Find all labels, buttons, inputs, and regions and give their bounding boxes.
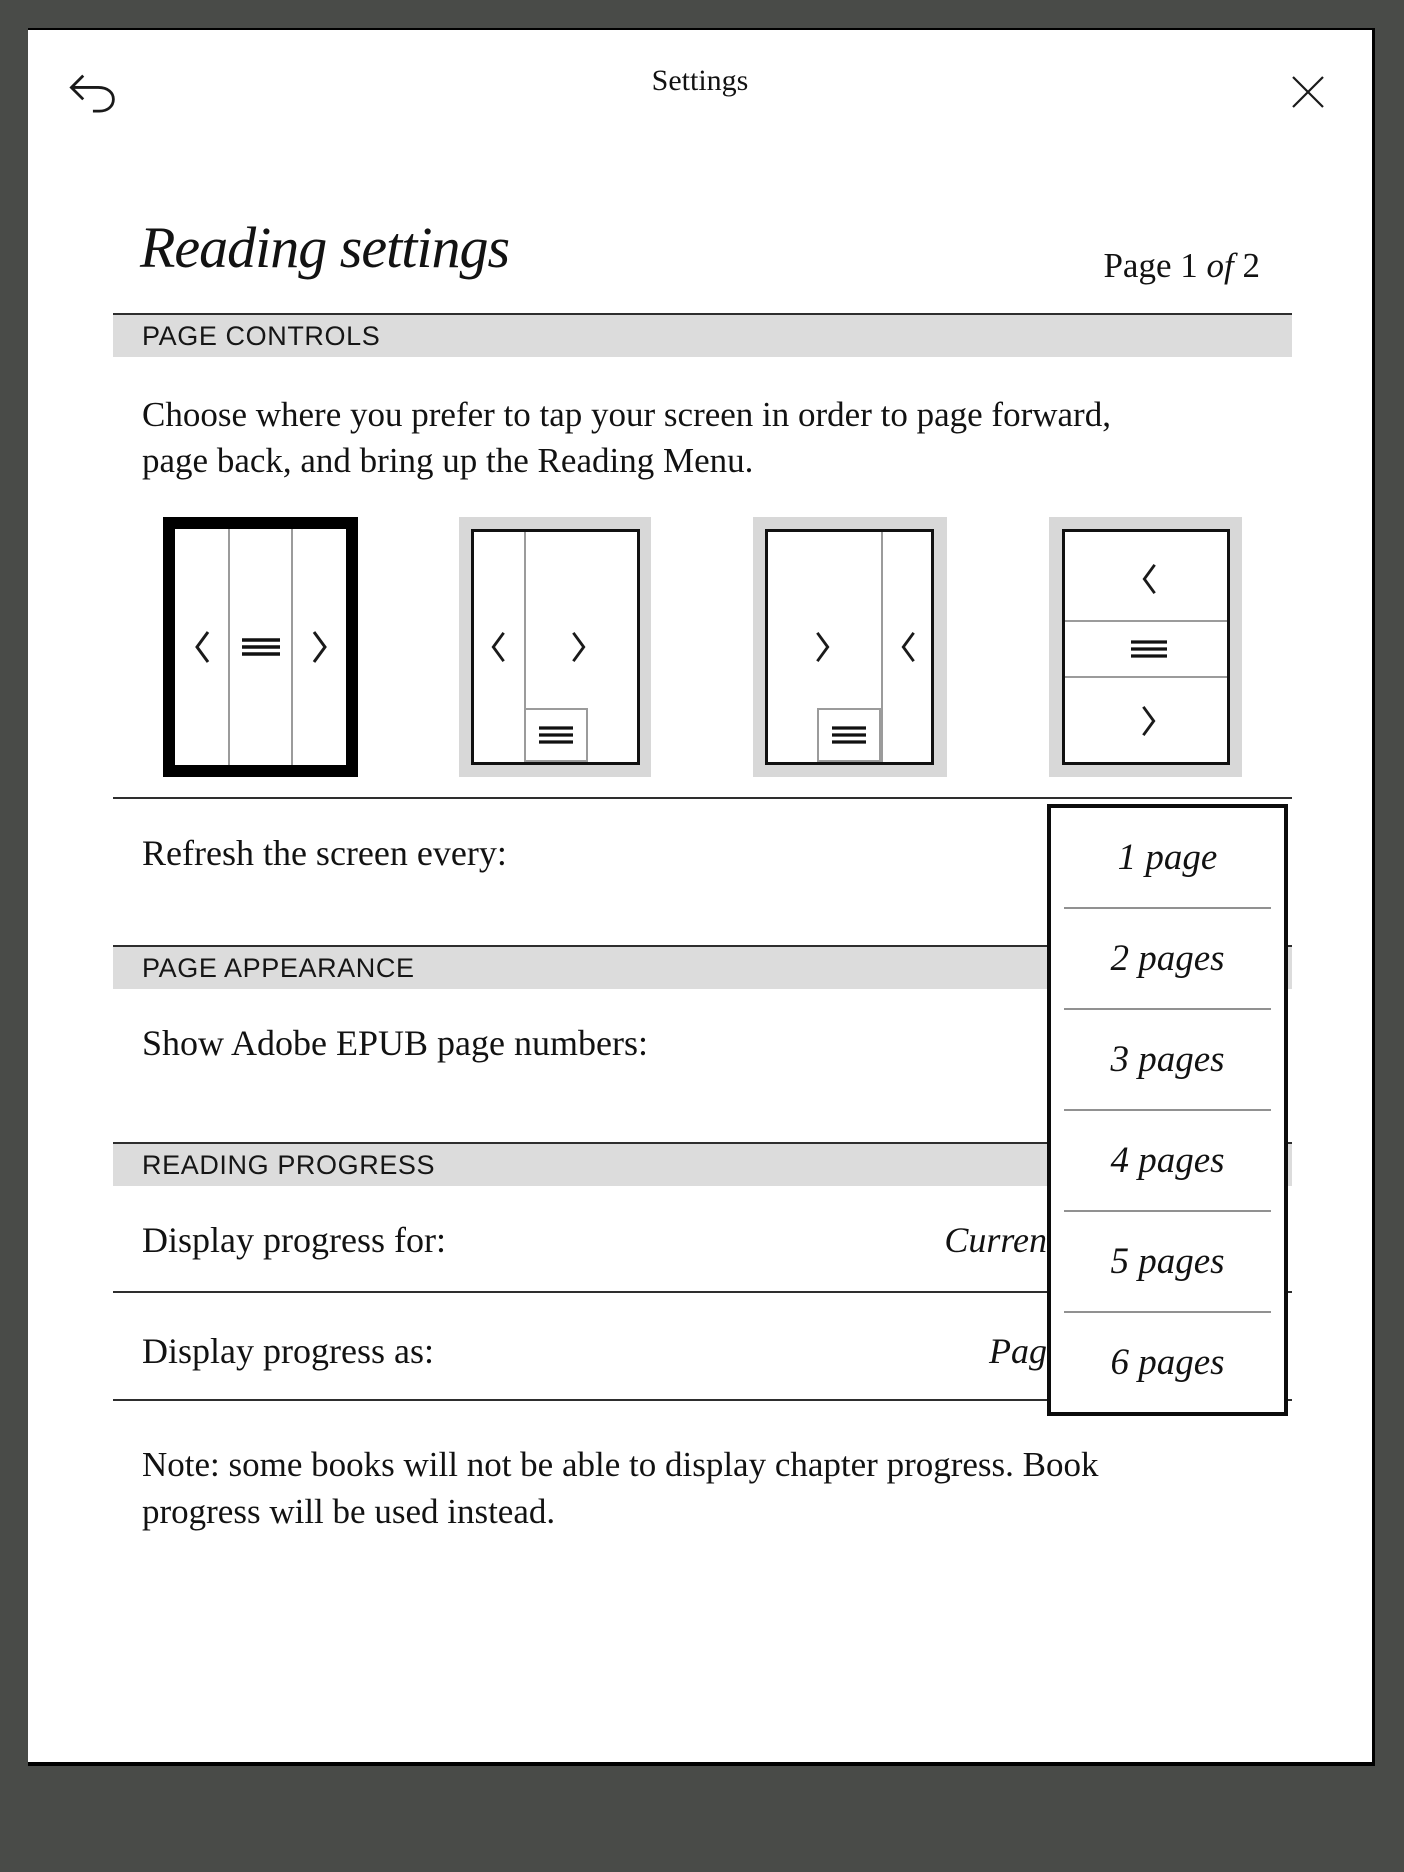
progress-for-value: Curren — [944, 1220, 1047, 1260]
page-indicator-right: 2 — [1242, 246, 1260, 285]
chevron-left-icon — [900, 630, 917, 664]
section-label: PAGE CONTROLS — [142, 320, 381, 351]
menu-icon — [538, 725, 574, 745]
chevron-right-icon — [815, 630, 832, 664]
dropdown-option-5-pages[interactable]: 5 pages — [1110, 1241, 1225, 1282]
epub-row-label: Show Adobe EPUB page numbers: — [142, 1023, 648, 1063]
dropdown-option-1-page[interactable]: 1 page — [1117, 837, 1218, 878]
page-controls-description: Choose where you prefer to tap your screen in order to page forward, page back, and bring up the Reading Menu. — [142, 395, 1111, 480]
dropdown-option-4-pages[interactable]: 4 pages — [1110, 1140, 1225, 1181]
progress-as-value: Pag — [989, 1331, 1047, 1371]
screen-title: Settings — [651, 64, 749, 97]
section-label: READING PROGRESS — [142, 1149, 436, 1180]
page-control-option-2[interactable] — [459, 517, 651, 777]
divider — [291, 529, 293, 765]
menu-icon — [241, 636, 281, 658]
chevron-right-icon — [311, 629, 329, 665]
section-header-page-controls — [113, 313, 1292, 357]
close-button[interactable] — [1290, 74, 1330, 114]
dropdown-option-6-pages[interactable]: 6 pages — [1110, 1342, 1225, 1383]
menu-icon — [831, 725, 867, 745]
divider — [1065, 676, 1227, 678]
settings-screen — [28, 28, 1375, 1766]
back-arrow-icon — [66, 107, 122, 124]
progress-for-label: Display progress for: — [142, 1220, 446, 1260]
refresh-row-label: Refresh the screen every: — [142, 833, 507, 873]
dropdown-option-3-pages[interactable]: 3 pages — [1110, 1039, 1225, 1080]
chevron-right-icon — [1141, 704, 1158, 738]
page-indicator — [1103, 246, 1260, 286]
page-indicator-of: of — [1206, 246, 1234, 285]
divider — [228, 529, 230, 765]
dropdown-option-2-pages[interactable]: 2 pages — [1110, 938, 1225, 979]
page-title: Reading settings — [140, 215, 510, 280]
page-control-option-1-selected[interactable] — [163, 517, 358, 777]
menu-zone — [524, 708, 588, 762]
close-icon — [1290, 97, 1326, 114]
divider — [881, 532, 883, 762]
chevron-left-icon — [1141, 562, 1158, 596]
chevron-right-icon — [571, 630, 588, 664]
menu-icon — [1130, 639, 1168, 659]
section-label: PAGE APPEARANCE — [142, 952, 415, 983]
note-text: Note: some books will not be able to display chapter progress. Book progress will be used instead. — [142, 1445, 1099, 1531]
menu-zone — [817, 708, 881, 762]
page-control-option-3[interactable] — [753, 517, 947, 777]
refresh-frequency-dropdown — [1047, 804, 1288, 1416]
chevron-left-icon — [193, 629, 211, 665]
separator — [113, 797, 1292, 799]
progress-as-label: Display progress as: — [142, 1331, 434, 1371]
page-control-option-4[interactable] — [1049, 517, 1242, 777]
page-indicator-left: Page 1 — [1103, 246, 1198, 285]
divider — [1065, 620, 1227, 622]
chevron-left-icon — [490, 630, 507, 664]
